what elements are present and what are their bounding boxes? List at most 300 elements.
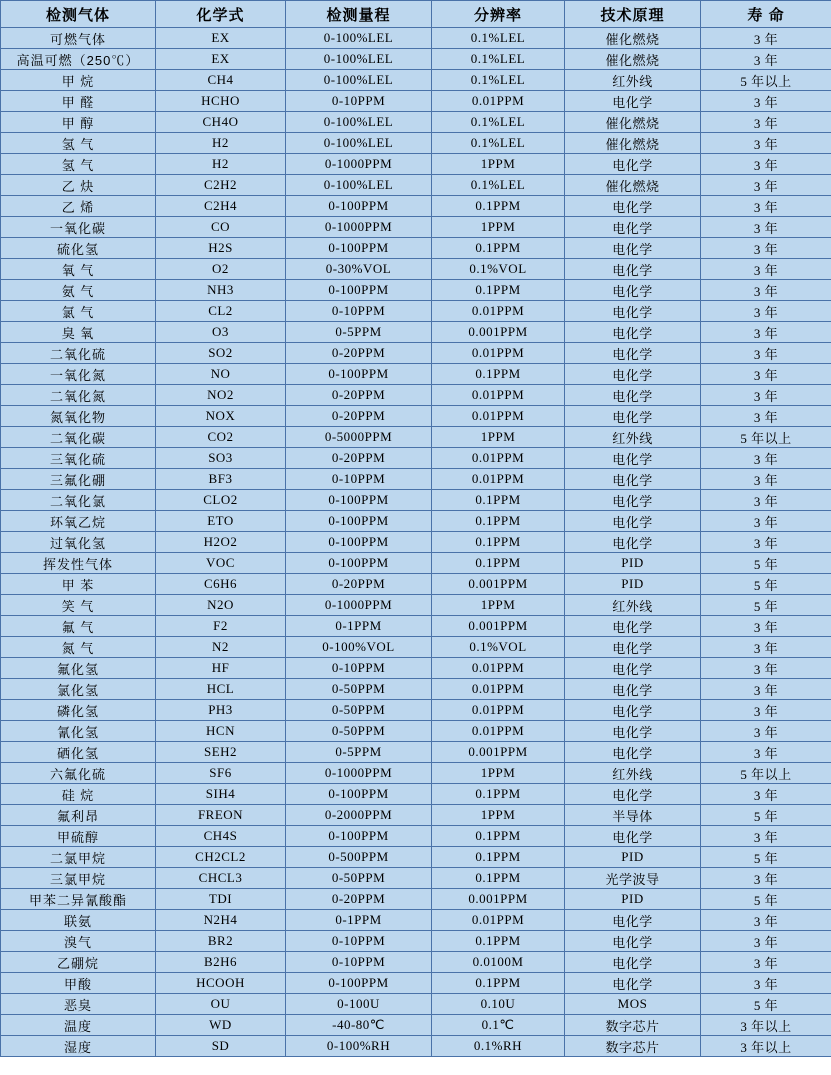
cell-lifetime: 3 年 — [701, 91, 831, 112]
cell-detection-range: 0-10PPM — [286, 658, 432, 679]
cell-detection-range: 0-100PPM — [286, 280, 432, 301]
cell-lifetime: 3 年 — [701, 196, 831, 217]
cell-gas-name: 磷化氢 — [1, 700, 156, 721]
cell-gas-name: 氮氧化物 — [1, 406, 156, 427]
table-row — [1, 322, 831, 343]
cell-chemical-formula: BF3 — [156, 469, 286, 490]
cell-lifetime: 3 年 — [701, 301, 831, 322]
cell-lifetime: 3 年 — [701, 700, 831, 721]
cell-detection-range: 0-30%VOL — [286, 259, 432, 280]
table-row — [1, 406, 831, 427]
cell-gas-name: 氰化氢 — [1, 721, 156, 742]
cell-lifetime: 3 年 — [701, 217, 831, 238]
cell-gas-name: 湿度 — [1, 1036, 156, 1057]
cell-resolution: 0.001PPM — [432, 742, 565, 763]
cell-lifetime: 3 年 — [701, 112, 831, 133]
cell-gas-name: 氨 气 — [1, 280, 156, 301]
cell-technical-principle: 红外线 — [565, 427, 701, 448]
cell-chemical-formula: HCHO — [156, 91, 286, 112]
cell-gas-name: 硅 烷 — [1, 784, 156, 805]
table-row — [1, 868, 831, 889]
cell-resolution: 1PPM — [432, 763, 565, 784]
cell-chemical-formula: HCN — [156, 721, 286, 742]
cell-resolution: 1PPM — [432, 427, 565, 448]
cell-lifetime: 3 年 — [701, 259, 831, 280]
cell-gas-name: 联氨 — [1, 910, 156, 931]
cell-chemical-formula: O2 — [156, 259, 286, 280]
cell-lifetime: 5 年 — [701, 595, 831, 616]
cell-gas-name: 氮 气 — [1, 637, 156, 658]
cell-chemical-formula: CL2 — [156, 301, 286, 322]
cell-chemical-formula: N2 — [156, 637, 286, 658]
cell-lifetime: 5 年以上 — [701, 70, 831, 91]
cell-chemical-formula: FREON — [156, 805, 286, 826]
cell-technical-principle: 电化学 — [565, 490, 701, 511]
cell-chemical-formula: F2 — [156, 616, 286, 637]
cell-lifetime: 3 年 — [701, 784, 831, 805]
cell-lifetime: 3 年 — [701, 616, 831, 637]
cell-chemical-formula: SF6 — [156, 763, 286, 784]
cell-lifetime: 3 年 — [701, 490, 831, 511]
cell-detection-range: 0-100PPM — [286, 511, 432, 532]
cell-resolution: 0.1PPM — [432, 553, 565, 574]
cell-gas-name: 氟 气 — [1, 616, 156, 637]
cell-lifetime: 3 年 — [701, 448, 831, 469]
cell-technical-principle: 电化学 — [565, 91, 701, 112]
cell-resolution: 1PPM — [432, 154, 565, 175]
cell-technical-principle: MOS — [565, 994, 701, 1015]
cell-chemical-formula: SIH4 — [156, 784, 286, 805]
table-row — [1, 973, 831, 994]
cell-chemical-formula: CH2CL2 — [156, 847, 286, 868]
cell-resolution: 0.1PPM — [432, 784, 565, 805]
cell-chemical-formula: SO3 — [156, 448, 286, 469]
cell-resolution: 0.1PPM — [432, 931, 565, 952]
cell-detection-range: 0-10PPM — [286, 952, 432, 973]
cell-chemical-formula: N2H4 — [156, 910, 286, 931]
cell-gas-name: 臭 氧 — [1, 322, 156, 343]
cell-chemical-formula: VOC — [156, 553, 286, 574]
cell-gas-name: 甲 苯 — [1, 574, 156, 595]
table-row — [1, 448, 831, 469]
cell-gas-name: 笑 气 — [1, 595, 156, 616]
cell-chemical-formula: H2S — [156, 238, 286, 259]
cell-resolution: 0.01PPM — [432, 385, 565, 406]
cell-gas-name: 过氧化氢 — [1, 532, 156, 553]
cell-gas-name: 三氟化硼 — [1, 469, 156, 490]
cell-chemical-formula: BR2 — [156, 931, 286, 952]
cell-detection-range: 0-50PPM — [286, 721, 432, 742]
cell-gas-name: 二氧化碳 — [1, 427, 156, 448]
cell-lifetime: 3 年以上 — [701, 1036, 831, 1057]
cell-resolution: 0.1%LEL — [432, 175, 565, 196]
cell-gas-name: 环氧乙烷 — [1, 511, 156, 532]
cell-technical-principle: 电化学 — [565, 196, 701, 217]
cell-detection-range: -40-80℃ — [286, 1015, 432, 1036]
cell-detection-range: 0-100PPM — [286, 364, 432, 385]
cell-gas-name: 高温可燃（250℃） — [1, 49, 156, 70]
cell-lifetime: 3 年以上 — [701, 1015, 831, 1036]
cell-gas-name: 一氧化氮 — [1, 364, 156, 385]
table-header — [1, 1, 831, 28]
cell-gas-name: 硒化氢 — [1, 742, 156, 763]
cell-technical-principle: 电化学 — [565, 952, 701, 973]
table-row — [1, 553, 831, 574]
cell-detection-range: 0-100PPM — [286, 532, 432, 553]
cell-detection-range: 0-500PPM — [286, 847, 432, 868]
cell-technical-principle: 电化学 — [565, 532, 701, 553]
cell-detection-range: 0-100PPM — [286, 826, 432, 847]
cell-lifetime: 3 年 — [701, 910, 831, 931]
cell-chemical-formula: C2H4 — [156, 196, 286, 217]
table-header-row — [1, 1, 831, 28]
cell-technical-principle: 电化学 — [565, 910, 701, 931]
cell-detection-range: 0-100PPM — [286, 784, 432, 805]
cell-chemical-formula: B2H6 — [156, 952, 286, 973]
cell-detection-range: 0-20PPM — [286, 448, 432, 469]
cell-resolution: 0.1%LEL — [432, 70, 565, 91]
table-row — [1, 28, 831, 49]
table-row — [1, 490, 831, 511]
cell-technical-principle: 电化学 — [565, 406, 701, 427]
cell-resolution: 0.001PPM — [432, 616, 565, 637]
cell-gas-name: 可燃气体 — [1, 28, 156, 49]
column-header-formula: 化学式 — [156, 1, 286, 28]
cell-technical-principle: 电化学 — [565, 343, 701, 364]
cell-technical-principle: 电化学 — [565, 826, 701, 847]
cell-detection-range: 0-20PPM — [286, 574, 432, 595]
table-row — [1, 70, 831, 91]
cell-resolution: 0.01PPM — [432, 343, 565, 364]
cell-lifetime: 3 年 — [701, 406, 831, 427]
cell-technical-principle: 电化学 — [565, 658, 701, 679]
cell-technical-principle: PID — [565, 553, 701, 574]
cell-technical-principle: 电化学 — [565, 742, 701, 763]
cell-technical-principle: 数字芯片 — [565, 1036, 701, 1057]
cell-lifetime: 3 年 — [701, 154, 831, 175]
cell-lifetime: 3 年 — [701, 175, 831, 196]
table-row — [1, 112, 831, 133]
cell-chemical-formula: CLO2 — [156, 490, 286, 511]
cell-detection-range: 0-100PPM — [286, 238, 432, 259]
table-row — [1, 1015, 831, 1036]
cell-technical-principle: 电化学 — [565, 973, 701, 994]
cell-gas-name: 氯化氢 — [1, 679, 156, 700]
cell-chemical-formula: WD — [156, 1015, 286, 1036]
table-row — [1, 595, 831, 616]
cell-technical-principle: 催化燃烧 — [565, 112, 701, 133]
cell-detection-range: 0-20PPM — [286, 889, 432, 910]
cell-detection-range: 0-20PPM — [286, 385, 432, 406]
cell-resolution: 0.10U — [432, 994, 565, 1015]
cell-resolution: 0.1℃ — [432, 1015, 565, 1036]
table-row — [1, 742, 831, 763]
cell-detection-range: 0-100%VOL — [286, 637, 432, 658]
cell-technical-principle: 催化燃烧 — [565, 49, 701, 70]
table-row — [1, 532, 831, 553]
table-row — [1, 700, 831, 721]
table-row — [1, 910, 831, 931]
cell-resolution: 0.1%RH — [432, 1036, 565, 1057]
cell-chemical-formula: H2 — [156, 133, 286, 154]
table-row — [1, 931, 831, 952]
cell-detection-range: 0-1PPM — [286, 910, 432, 931]
table-row — [1, 301, 831, 322]
cell-lifetime: 3 年 — [701, 322, 831, 343]
cell-lifetime: 5 年以上 — [701, 427, 831, 448]
cell-technical-principle: PID — [565, 889, 701, 910]
cell-chemical-formula: C6H6 — [156, 574, 286, 595]
cell-gas-name: 恶臭 — [1, 994, 156, 1015]
cell-lifetime: 3 年 — [701, 973, 831, 994]
cell-gas-name: 三氧化硫 — [1, 448, 156, 469]
cell-chemical-formula: CHCL3 — [156, 868, 286, 889]
cell-gas-name: 硫化氢 — [1, 238, 156, 259]
cell-technical-principle: 电化学 — [565, 364, 701, 385]
cell-technical-principle: 红外线 — [565, 595, 701, 616]
cell-gas-name: 二氯甲烷 — [1, 847, 156, 868]
cell-gas-name: 二氧化氮 — [1, 385, 156, 406]
cell-technical-principle: PID — [565, 574, 701, 595]
table-row — [1, 49, 831, 70]
cell-gas-name: 氯 气 — [1, 301, 156, 322]
cell-resolution: 0.01PPM — [432, 301, 565, 322]
column-header-principle: 技术原理 — [565, 1, 701, 28]
cell-gas-name: 三氯甲烷 — [1, 868, 156, 889]
cell-resolution: 0.1PPM — [432, 511, 565, 532]
table-row — [1, 889, 831, 910]
table-row — [1, 1036, 831, 1057]
cell-lifetime: 5 年以上 — [701, 763, 831, 784]
cell-detection-range: 0-100%LEL — [286, 112, 432, 133]
cell-resolution: 0.01PPM — [432, 658, 565, 679]
cell-chemical-formula: EX — [156, 49, 286, 70]
table-row — [1, 196, 831, 217]
cell-gas-name: 挥发性气体 — [1, 553, 156, 574]
cell-chemical-formula: CO — [156, 217, 286, 238]
cell-technical-principle: 催化燃烧 — [565, 28, 701, 49]
cell-detection-range: 0-50PPM — [286, 679, 432, 700]
cell-chemical-formula: N2O — [156, 595, 286, 616]
cell-resolution: 0.01PPM — [432, 910, 565, 931]
table-row — [1, 721, 831, 742]
cell-resolution: 0.1%LEL — [432, 133, 565, 154]
cell-technical-principle: 电化学 — [565, 259, 701, 280]
cell-gas-name: 氟化氢 — [1, 658, 156, 679]
cell-detection-range: 0-100%LEL — [286, 175, 432, 196]
cell-resolution: 0.01PPM — [432, 91, 565, 112]
cell-resolution: 0.1PPM — [432, 532, 565, 553]
cell-technical-principle: 电化学 — [565, 322, 701, 343]
cell-chemical-formula: ETO — [156, 511, 286, 532]
cell-technical-principle: 电化学 — [565, 700, 701, 721]
cell-technical-principle: 催化燃烧 — [565, 133, 701, 154]
cell-lifetime: 3 年 — [701, 343, 831, 364]
cell-detection-range: 0-100%LEL — [286, 49, 432, 70]
table-body — [1, 28, 831, 1057]
cell-gas-name: 乙 烯 — [1, 196, 156, 217]
cell-lifetime: 3 年 — [701, 280, 831, 301]
table-row — [1, 847, 831, 868]
cell-lifetime: 5 年 — [701, 553, 831, 574]
cell-technical-principle: 电化学 — [565, 385, 701, 406]
cell-lifetime: 3 年 — [701, 385, 831, 406]
cell-resolution: 0.1%VOL — [432, 637, 565, 658]
cell-technical-principle: 半导体 — [565, 805, 701, 826]
cell-resolution: 0.01PPM — [432, 700, 565, 721]
table-row — [1, 805, 831, 826]
cell-technical-principle: 电化学 — [565, 154, 701, 175]
cell-resolution: 0.0100M — [432, 952, 565, 973]
cell-technical-principle: 光学波导 — [565, 868, 701, 889]
column-header-gas: 检测气体 — [1, 1, 156, 28]
cell-lifetime: 3 年 — [701, 28, 831, 49]
table-row — [1, 133, 831, 154]
cell-chemical-formula: HCL — [156, 679, 286, 700]
cell-gas-name: 甲 醇 — [1, 112, 156, 133]
cell-lifetime: 5 年 — [701, 994, 831, 1015]
cell-technical-principle: 电化学 — [565, 721, 701, 742]
cell-gas-name: 一氧化碳 — [1, 217, 156, 238]
column-header-range: 检测量程 — [286, 1, 432, 28]
cell-chemical-formula: CH4 — [156, 70, 286, 91]
cell-lifetime: 3 年 — [701, 49, 831, 70]
cell-lifetime: 3 年 — [701, 238, 831, 259]
cell-gas-name: 乙硼烷 — [1, 952, 156, 973]
table-row — [1, 280, 831, 301]
cell-chemical-formula: CH4S — [156, 826, 286, 847]
cell-detection-range: 0-10PPM — [286, 469, 432, 490]
cell-lifetime: 5 年 — [701, 805, 831, 826]
cell-lifetime: 3 年 — [701, 952, 831, 973]
table-row — [1, 574, 831, 595]
cell-resolution: 1PPM — [432, 805, 565, 826]
cell-chemical-formula: NO — [156, 364, 286, 385]
cell-detection-range: 0-50PPM — [286, 700, 432, 721]
cell-lifetime: 3 年 — [701, 721, 831, 742]
cell-chemical-formula: HF — [156, 658, 286, 679]
cell-detection-range: 0-5PPM — [286, 322, 432, 343]
cell-resolution: 0.01PPM — [432, 679, 565, 700]
cell-chemical-formula: NH3 — [156, 280, 286, 301]
cell-resolution: 0.1PPM — [432, 238, 565, 259]
cell-technical-principle: 红外线 — [565, 70, 701, 91]
cell-resolution: 0.01PPM — [432, 721, 565, 742]
table-row — [1, 238, 831, 259]
cell-detection-range: 0-10PPM — [286, 301, 432, 322]
cell-detection-range: 0-100U — [286, 994, 432, 1015]
cell-lifetime: 5 年 — [701, 889, 831, 910]
cell-detection-range: 0-100PPM — [286, 196, 432, 217]
cell-gas-name: 甲苯二异氰酸酯 — [1, 889, 156, 910]
cell-chemical-formula: O3 — [156, 322, 286, 343]
cell-technical-principle: 电化学 — [565, 931, 701, 952]
cell-gas-name: 二氧化氯 — [1, 490, 156, 511]
table-row — [1, 385, 831, 406]
cell-lifetime: 3 年 — [701, 826, 831, 847]
cell-resolution: 0.01PPM — [432, 448, 565, 469]
cell-resolution: 0.01PPM — [432, 406, 565, 427]
table-row — [1, 637, 831, 658]
cell-lifetime: 5 年 — [701, 574, 831, 595]
table-row — [1, 343, 831, 364]
cell-gas-name: 氢 气 — [1, 154, 156, 175]
cell-technical-principle: 催化燃烧 — [565, 175, 701, 196]
cell-gas-name: 甲 醛 — [1, 91, 156, 112]
cell-technical-principle: 数字芯片 — [565, 1015, 701, 1036]
cell-gas-name: 甲 烷 — [1, 70, 156, 91]
table-row — [1, 427, 831, 448]
cell-gas-name: 氟利昂 — [1, 805, 156, 826]
cell-chemical-formula: HCOOH — [156, 973, 286, 994]
cell-resolution: 0.1PPM — [432, 364, 565, 385]
cell-detection-range: 0-1000PPM — [286, 595, 432, 616]
cell-resolution: 0.1%LEL — [432, 28, 565, 49]
cell-detection-range: 0-100%LEL — [286, 70, 432, 91]
cell-resolution: 1PPM — [432, 595, 565, 616]
cell-technical-principle: 电化学 — [565, 238, 701, 259]
cell-detection-range: 0-50PPM — [286, 868, 432, 889]
cell-resolution: 0.1PPM — [432, 973, 565, 994]
cell-resolution: 0.001PPM — [432, 322, 565, 343]
table-row — [1, 616, 831, 637]
cell-gas-name: 氢 气 — [1, 133, 156, 154]
cell-resolution: 0.1PPM — [432, 490, 565, 511]
cell-resolution: 0.1PPM — [432, 280, 565, 301]
cell-detection-range: 0-5PPM — [286, 742, 432, 763]
cell-chemical-formula: H2 — [156, 154, 286, 175]
table-row — [1, 217, 831, 238]
cell-resolution: 0.1PPM — [432, 826, 565, 847]
cell-resolution: 0.1PPM — [432, 868, 565, 889]
cell-detection-range: 0-100%RH — [286, 1036, 432, 1057]
cell-resolution: 0.1PPM — [432, 196, 565, 217]
cell-gas-name: 甲硫醇 — [1, 826, 156, 847]
cell-resolution: 0.1%LEL — [432, 49, 565, 70]
cell-detection-range: 0-2000PPM — [286, 805, 432, 826]
table-row — [1, 91, 831, 112]
column-header-resolution: 分辨率 — [432, 1, 565, 28]
cell-gas-name: 乙 炔 — [1, 175, 156, 196]
table-row — [1, 763, 831, 784]
cell-lifetime: 3 年 — [701, 637, 831, 658]
cell-detection-range: 0-100PPM — [286, 973, 432, 994]
cell-chemical-formula: CH4O — [156, 112, 286, 133]
cell-chemical-formula: PH3 — [156, 700, 286, 721]
cell-resolution: 0.001PPM — [432, 574, 565, 595]
cell-detection-range: 0-10PPM — [286, 91, 432, 112]
cell-chemical-formula: H2O2 — [156, 532, 286, 553]
cell-resolution: 0.1PPM — [432, 847, 565, 868]
cell-lifetime: 3 年 — [701, 742, 831, 763]
cell-gas-name: 氧 气 — [1, 259, 156, 280]
cell-chemical-formula: SD — [156, 1036, 286, 1057]
table-row — [1, 469, 831, 490]
cell-gas-name: 六氟化硫 — [1, 763, 156, 784]
cell-technical-principle: 电化学 — [565, 301, 701, 322]
table-row — [1, 364, 831, 385]
cell-resolution: 1PPM — [432, 217, 565, 238]
cell-chemical-formula: CO2 — [156, 427, 286, 448]
cell-detection-range: 0-20PPM — [286, 406, 432, 427]
cell-technical-principle: 电化学 — [565, 679, 701, 700]
cell-lifetime: 3 年 — [701, 658, 831, 679]
cell-lifetime: 5 年 — [701, 847, 831, 868]
cell-lifetime: 3 年 — [701, 931, 831, 952]
cell-detection-range: 0-100%LEL — [286, 133, 432, 154]
cell-technical-principle: 电化学 — [565, 637, 701, 658]
cell-detection-range: 0-5000PPM — [286, 427, 432, 448]
